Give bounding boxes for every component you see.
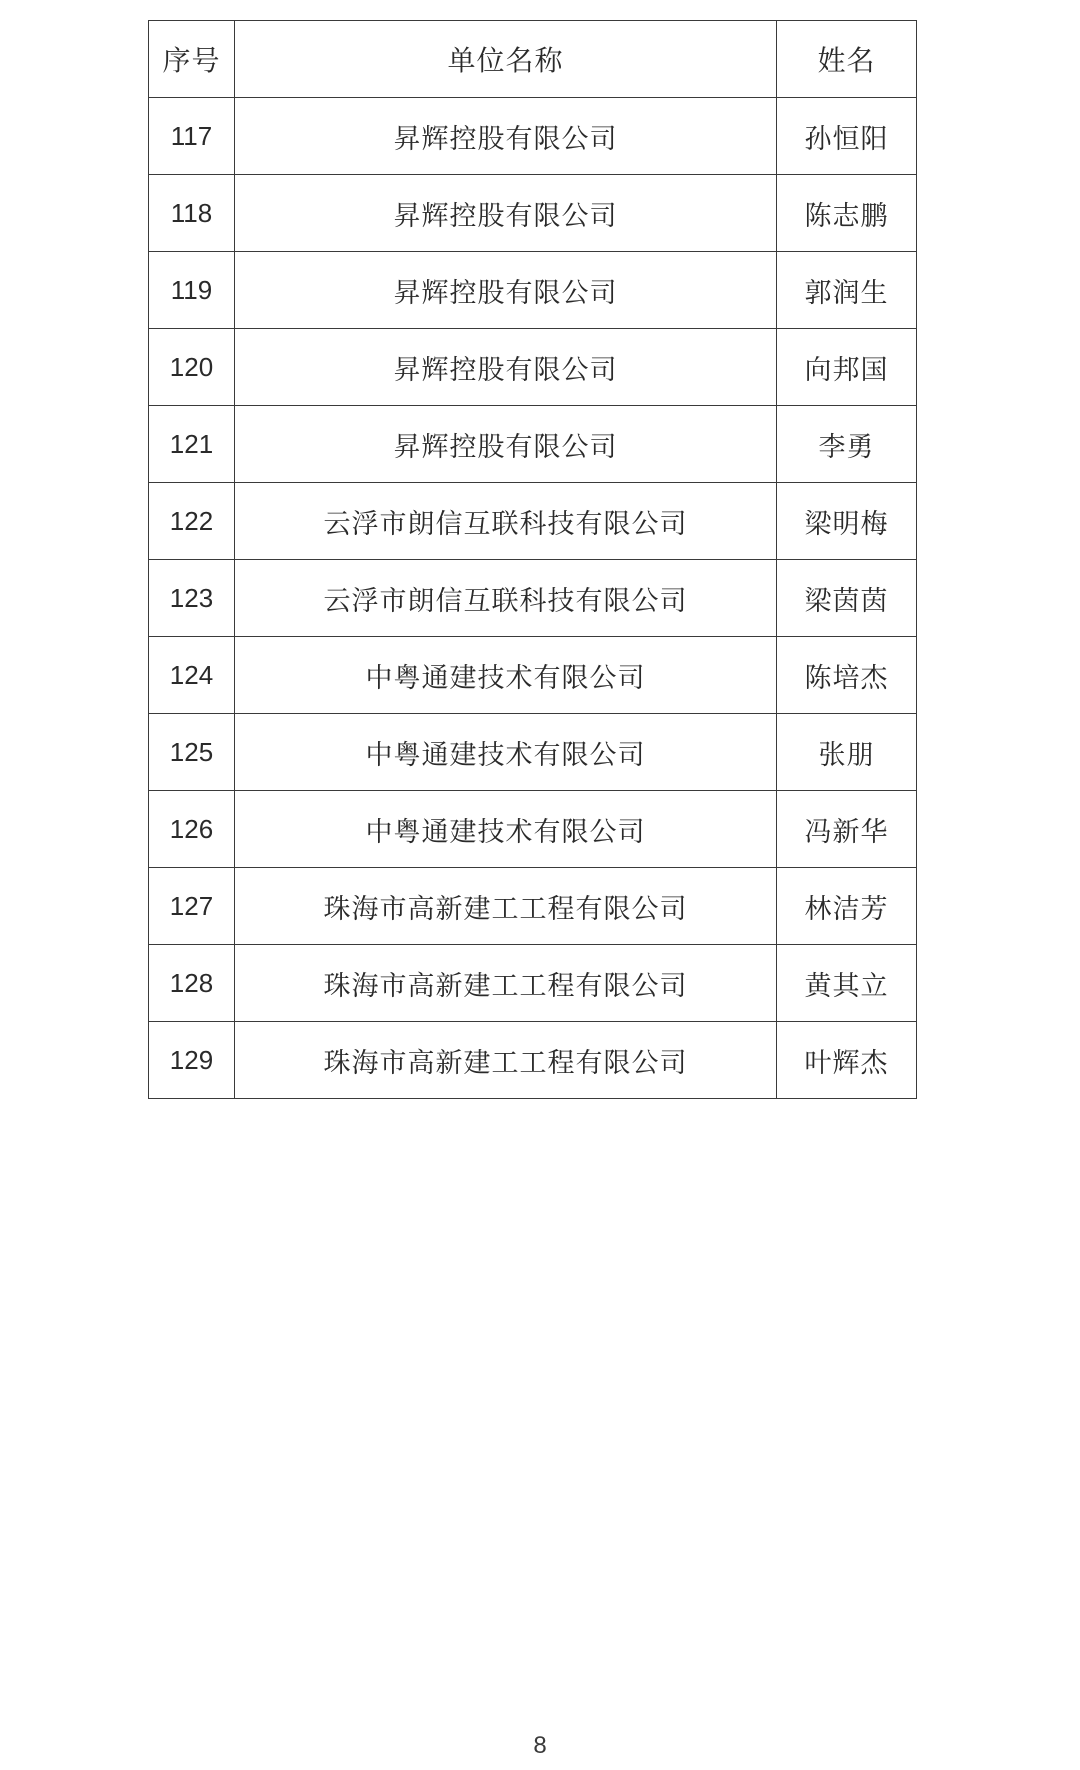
cell-serial-number: 118 [149,175,235,252]
cell-serial-number: 117 [149,98,235,175]
cell-organization: 中粤通建技术有限公司 [235,791,777,868]
cell-serial-number: 127 [149,868,235,945]
cell-name: 冯新华 [777,791,917,868]
cell-serial-number: 129 [149,1022,235,1099]
table-row [149,791,917,868]
header-name: 姓名 [777,21,917,98]
table-row [149,483,917,560]
table-row [149,945,917,1022]
page-number: 8 [533,1732,547,1759]
table-row [149,252,917,329]
cell-serial-number: 125 [149,714,235,791]
cell-serial-number: 122 [149,483,235,560]
cell-name: 张朋 [777,714,917,791]
cell-name: 梁茵茵 [777,560,917,637]
cell-organization: 昇辉控股有限公司 [235,98,777,175]
table-row [149,98,917,175]
cell-name: 李勇 [777,406,917,483]
cell-organization: 昇辉控股有限公司 [235,406,777,483]
cell-serial-number: 124 [149,637,235,714]
cell-name: 孙恒阳 [777,98,917,175]
header-organization: 单位名称 [235,21,777,98]
cell-serial-number: 119 [149,252,235,329]
cell-serial-number: 120 [149,329,235,406]
cell-organization: 昇辉控股有限公司 [235,329,777,406]
cell-organization: 昇辉控股有限公司 [235,252,777,329]
table-row [149,637,917,714]
table-row [149,175,917,252]
cell-organization: 珠海市高新建工工程有限公司 [235,945,777,1022]
cell-name: 叶辉杰 [777,1022,917,1099]
cell-name: 向邦国 [777,329,917,406]
table-row [149,406,917,483]
cell-name: 梁明梅 [777,483,917,560]
table-row [149,1022,917,1099]
cell-name: 郭润生 [777,252,917,329]
cell-name: 陈志鹏 [777,175,917,252]
cell-name: 黄其立 [777,945,917,1022]
cell-organization: 中粤通建技术有限公司 [235,637,777,714]
table-header-row [149,21,917,98]
table-row [149,329,917,406]
cell-organization: 珠海市高新建工工程有限公司 [235,1022,777,1099]
roster-table [148,20,917,1099]
cell-name: 陈培杰 [777,637,917,714]
cell-serial-number: 126 [149,791,235,868]
table-row [149,560,917,637]
cell-organization: 珠海市高新建工工程有限公司 [235,868,777,945]
cell-serial-number: 121 [149,406,235,483]
table-row [149,868,917,945]
cell-serial-number: 123 [149,560,235,637]
cell-serial-number: 128 [149,945,235,1022]
table-row [149,714,917,791]
cell-organization: 云浮市朗信互联科技有限公司 [235,483,777,560]
cell-name: 林洁芳 [777,868,917,945]
cell-organization: 云浮市朗信互联科技有限公司 [235,560,777,637]
cell-organization: 中粤通建技术有限公司 [235,714,777,791]
header-serial-number: 序号 [149,21,235,98]
cell-organization: 昇辉控股有限公司 [235,175,777,252]
